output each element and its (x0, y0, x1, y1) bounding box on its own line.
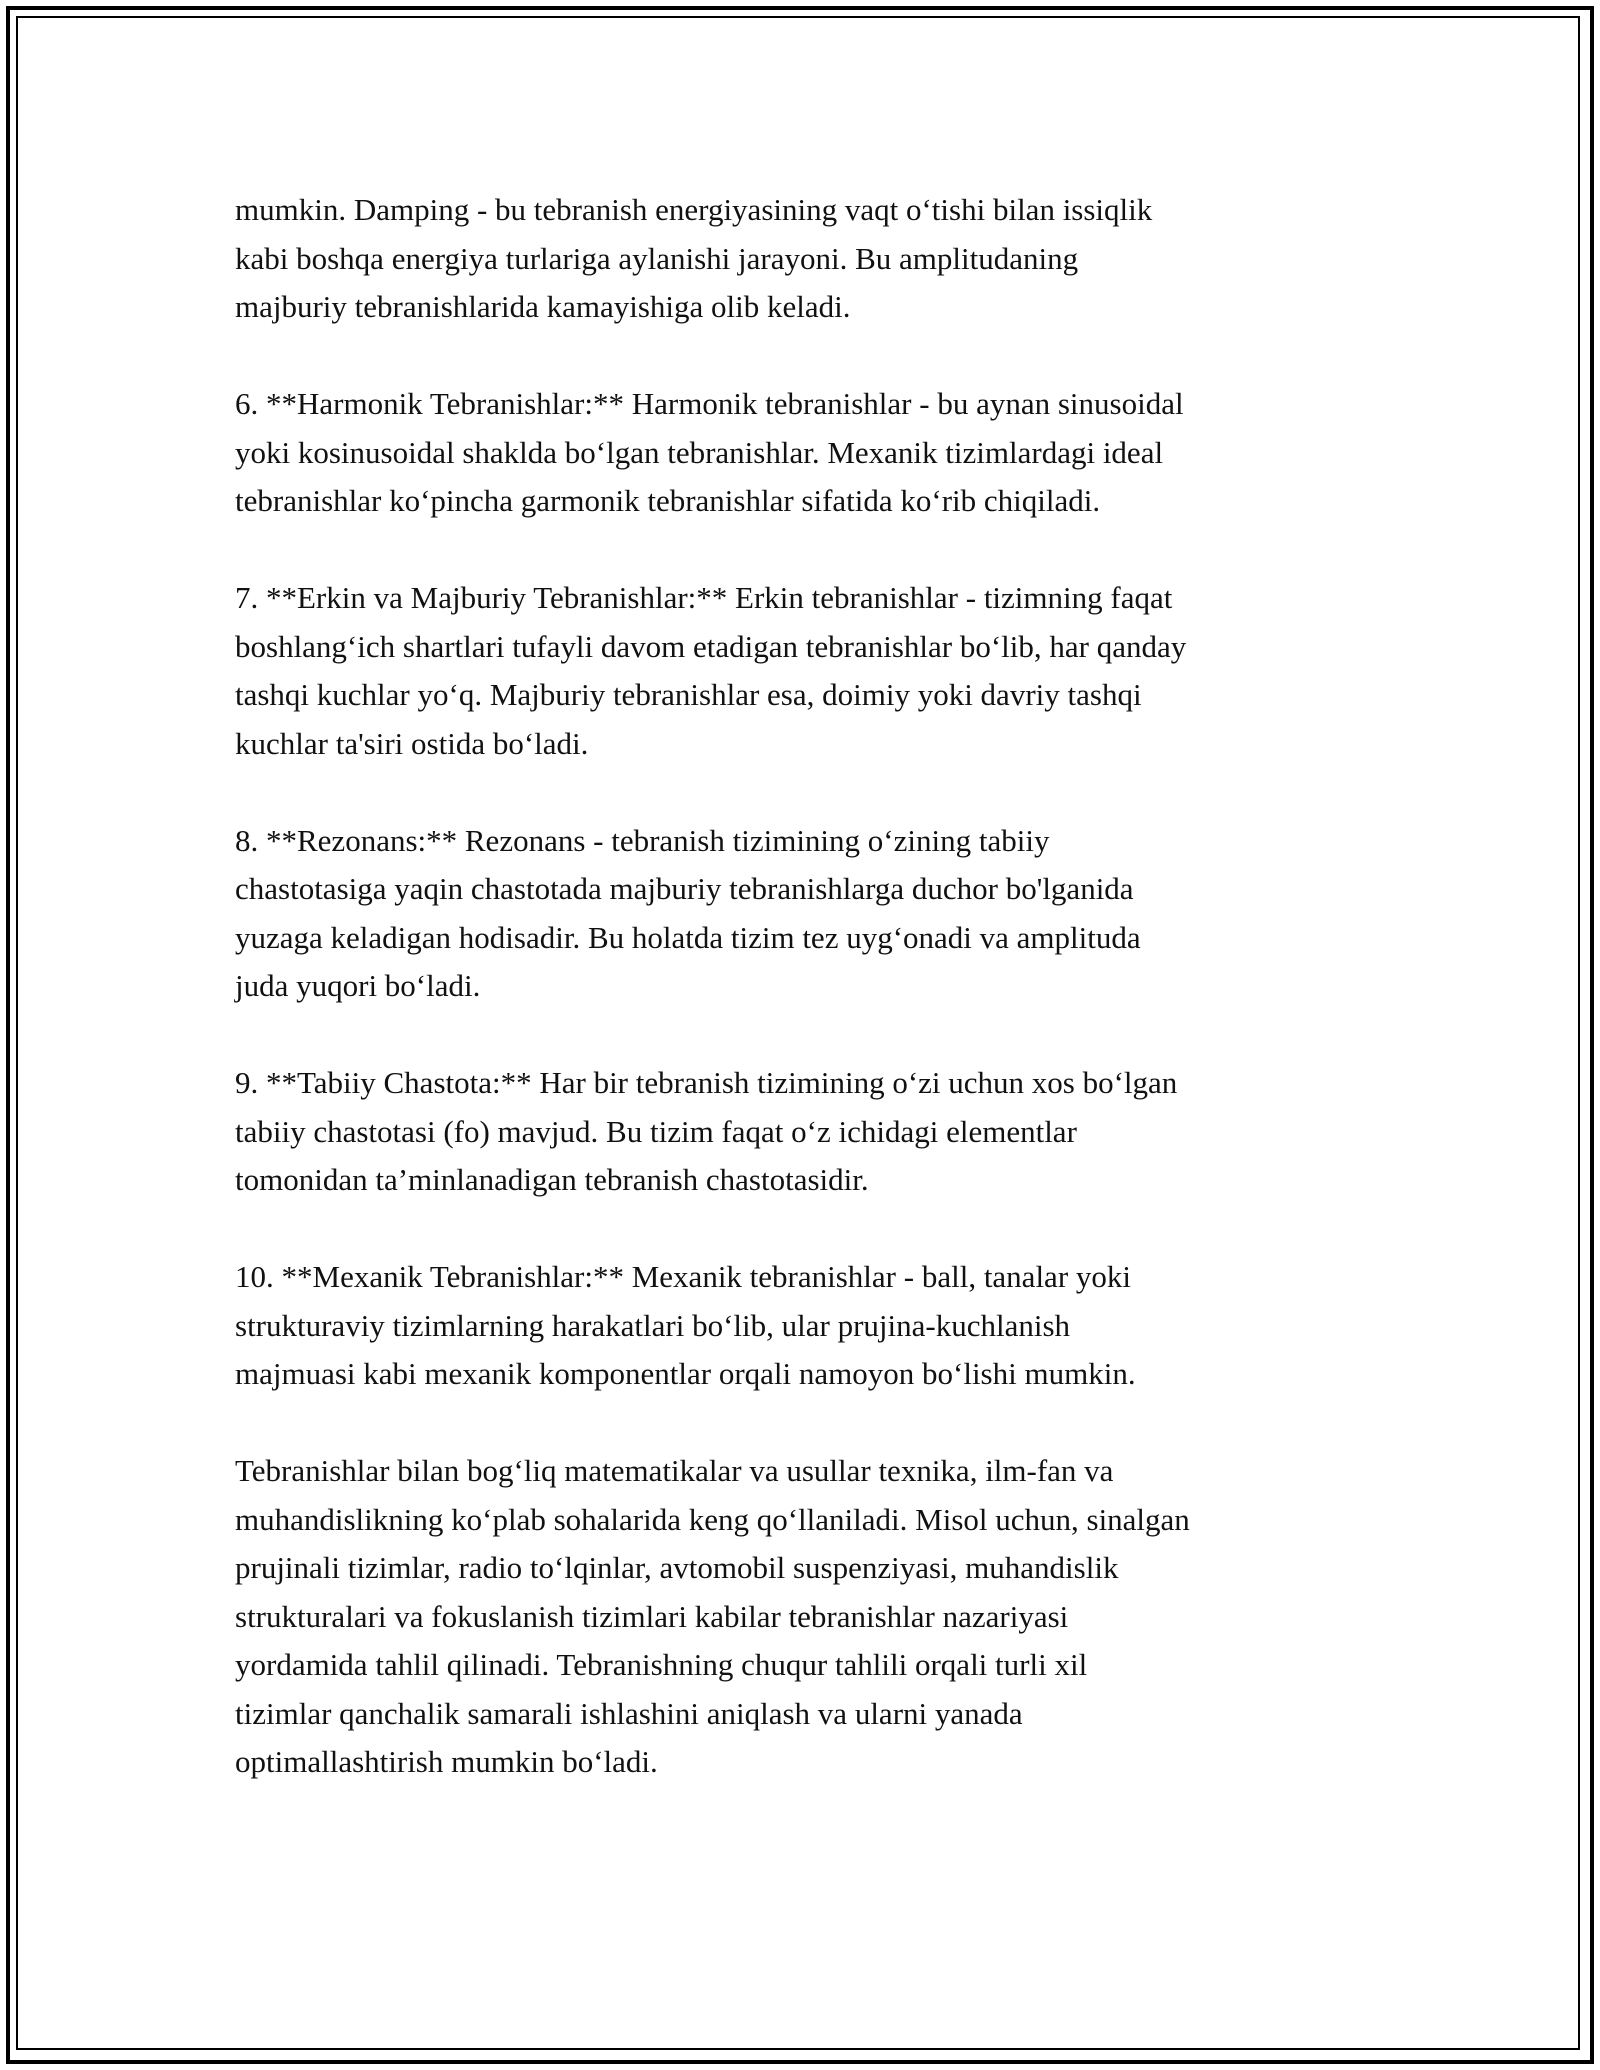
paragraph-rezonans: 8. **Rezonans:** Rezonans - tebranish tizimining o‘zining tabiiy chastotasiga yaqin chastotada majburiy tebranishlarga duchor bo'lganida yuzaga keladigan hodisadir. Bu holatda tizim tez uyg‘onadi va amplituda juda yuqori bo‘ladi. (235, 822, 1141, 1003)
paragraph-tabiiy-chastota: 9. **Tabiiy Chastota:** Har bir tebranish tizimining o‘zi uchun xos bo‘lgan tabiiy chastotasi (fo) mavjud. Bu tizim faqat o‘z ichidagi elementlar tomonidan ta’minlanadigan tebranish chastotasidir. (235, 1065, 1178, 1197)
paragraph-harmonik-tebranishlar: 6. **Harmonik Tebranishlar:** Harmonik tebranishlar - bu aynan sinusoidal yoki kosinusoidal shaklda bo‘lgan tebranishlar. Mexanik tizimlardagi ideal tebranishlar ko‘pincha garmonik tebranishlar sifatida ko‘rib chiqiladi. (235, 386, 1184, 518)
paragraph-erkin-majburiy-tebranishlar: 7. **Erkin va Majburiy Tebranishlar:** Erkin tebranishlar - tizimning faqat boshlang‘ich shartlari tufayli davom etadigan tebranishlar bo‘lib, har qanday tashqi kuchlar yo‘q. Majburiy tebranishlar esa, doimiy yoki davriy tashqi kuchlar ta'siri ostida bo‘ladi. (235, 580, 1187, 761)
paragraph-damping-continuation: mumkin. Damping - bu tebranish energiyasining vaqt o‘tishi bilan issiqlik kabi boshqa energiya turlariga aylanishi jarayoni. Bu amplitudaning majburiy tebranishlarida kamayishiga olib keladi. (235, 192, 1153, 324)
paragraph-mexanik-tebranishlar: 10. **Mexanik Tebranishlar:** Mexanik tebranishlar - ball, tanalar yoki strukturaviy tizimlarning harakatlari bo‘lib, ular prujina-kuchlanish majmuasi kabi mexanik komponentlar orqali namoyon bo‘lishi mumkin. (235, 1259, 1136, 1391)
paragraph-conclusion: Tebranishlar bilan bog‘liq matematikalar va usullar texnika, ilm-fan va muhandislikning ko‘plab sohalarida keng qo‘llaniladi. Misol uchun, sinalgan prujinali tizimlar, radio to‘lqinlar, avtomobil suspenziyasi, muhandislik strukturalari va fokuslanish tizimlari kabilar tebranishlar nazariyasi yordamida tahlil qilinadi. Tebranishning chuqur tahlili orqali turli xil tizimlar qanchalik samarali ishlashini aniqlash va ularni yanada optimallashtirish mumkin bo‘ladi. (235, 1453, 1190, 1779)
document-body (235, 186, 1385, 1787)
